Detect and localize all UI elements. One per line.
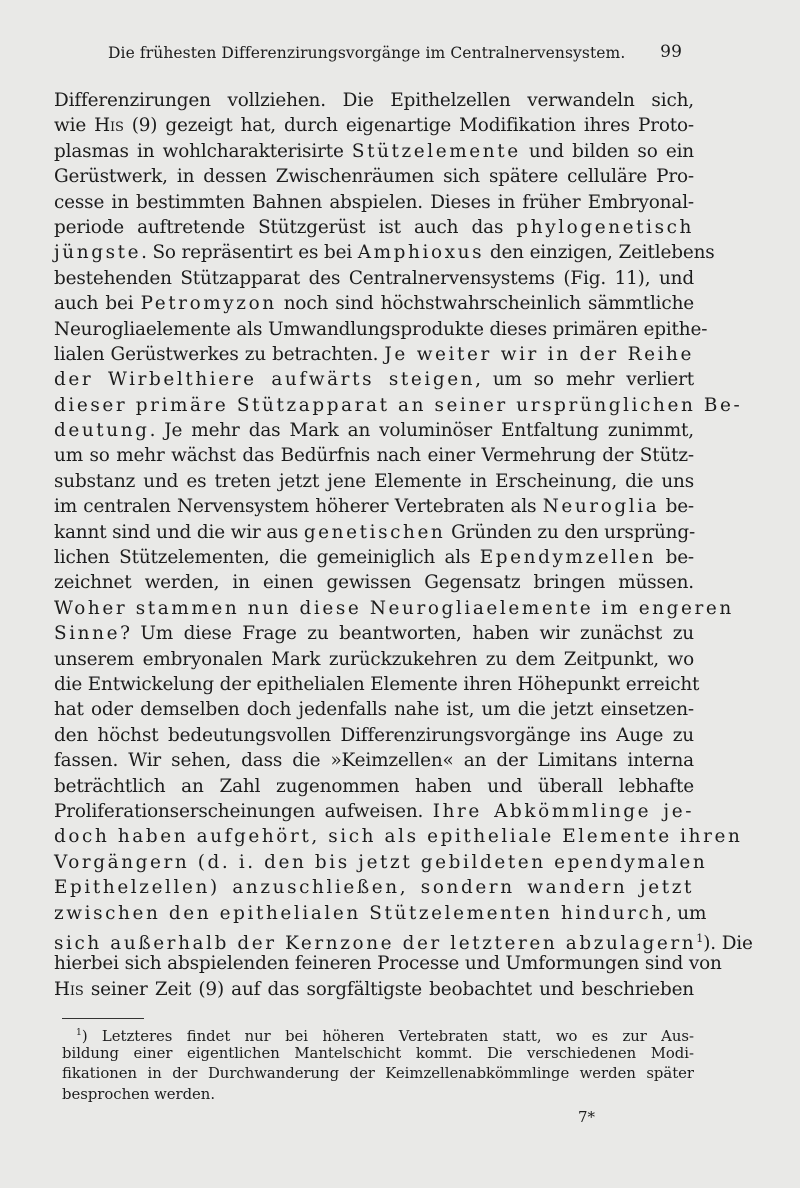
text-line xyxy=(54,799,694,824)
text-segment: hat oder demselben doch jedenfalls nahe ist, um die jetzt einsetzen- xyxy=(54,699,694,721)
text-line xyxy=(54,342,694,367)
text-segment: auch bei xyxy=(54,293,141,315)
text-line xyxy=(54,926,753,955)
text-segment: seiner Zeit (9) auf das sorgfältigste beobachtet und beschrieben xyxy=(83,978,694,1000)
text-segment: Epithelzellen) anzuschließen, sondern wandern jetzt xyxy=(54,877,694,899)
text-segment: und bilden so ein xyxy=(520,140,694,162)
text-segment: plasmas in wohlcharakterisirte xyxy=(54,140,352,162)
text-segment: Ependymzellen xyxy=(479,547,657,569)
text-line xyxy=(54,291,694,316)
text-segment: His xyxy=(94,115,124,137)
text-line xyxy=(54,469,694,494)
text-line xyxy=(54,494,694,519)
text-line xyxy=(54,113,694,138)
text-line xyxy=(54,723,694,748)
text-line xyxy=(54,88,694,113)
text-line xyxy=(54,367,694,392)
text-segment: 1 xyxy=(696,930,704,945)
text-segment: Sinne xyxy=(54,623,121,645)
text-segment: . Je mehr das Mark an voluminöser Entfaltung zunimmt, xyxy=(149,420,694,442)
footnote-line xyxy=(62,1044,694,1065)
text-segment: (9) gezeigt hat, durch eigenartige Modifikation ihres Proto- xyxy=(123,115,694,137)
text-segment: um so mehr wächst das Bedürfnis nach einer Vermehrung der Stütz- xyxy=(54,445,694,467)
text-segment: substanz und es treten jetzt jene Elemente in Erscheinung, die uns xyxy=(54,470,694,492)
text-segment: 1 xyxy=(76,1027,82,1038)
text-segment: ? Um diese Frage zu beantworten, haben wir zunächst zu xyxy=(120,623,694,645)
text-segment: beträchtlich an Zahl zugenommen haben und überall lebhafte xyxy=(54,775,694,797)
text-line xyxy=(54,901,707,926)
text-segment: Petromyzon xyxy=(140,293,277,315)
text-segment: Je weiter wir in der Reihe xyxy=(384,343,694,365)
text-line xyxy=(54,951,722,976)
text-segment: be- xyxy=(656,547,694,569)
text-segment: zwischen den epithelialen Stützelementen hindurch xyxy=(54,902,666,924)
text-segment: doch haben aufgehört, sich als epitheliale Elemente ihren xyxy=(54,826,743,848)
text-line xyxy=(54,443,694,468)
text-line xyxy=(54,977,694,1002)
text-line xyxy=(54,850,708,875)
text-segment: Proliferationserscheinungen aufweisen. xyxy=(54,800,433,822)
text-segment: noch sind höchstwahrscheinlich sämmtliche xyxy=(276,293,694,315)
body-text xyxy=(54,88,753,1002)
footnote-line xyxy=(62,1023,694,1044)
text-line xyxy=(54,139,694,164)
text-line xyxy=(54,697,694,722)
text-segment: hierbei sich abspielenden feineren Processe und Umformungen sind von xyxy=(54,953,722,975)
text-line xyxy=(54,596,734,621)
text-segment: cesse in bestimmten Bahnen abspielen. Dieses in früher Embryonal- xyxy=(54,191,694,213)
text-line xyxy=(54,545,694,570)
text-segment: sich außerhalb der Kernzone der letzteren abzulagern xyxy=(54,933,697,955)
text-segment: Gerüstwerk, in dessen Zwischenräumen sich spätere celluläre Pro- xyxy=(54,166,694,188)
text-segment: jüngste xyxy=(54,242,142,264)
text-line xyxy=(54,266,694,291)
text-line xyxy=(54,570,694,595)
text-segment: besprochen werden. xyxy=(62,1085,216,1103)
footnote xyxy=(62,1023,694,1105)
text-segment: den höchst bedeutungsvollen Differenzirungsvorgänge ins Auge zu xyxy=(54,724,694,746)
text-line xyxy=(54,190,694,215)
page-number: 99 xyxy=(660,42,682,62)
text-segment: die Entwickelung der epithelialen Elemente ihren Höhepunkt erreicht xyxy=(54,673,700,695)
text-segment: Vorgängern (d. i. den bis jetzt gebildeten ependymalen xyxy=(54,851,708,873)
text-line xyxy=(54,774,694,799)
text-segment: Neurogliaelemente als Umwandlungsprodukte dieses primären epithe- xyxy=(54,318,708,340)
text-line xyxy=(54,418,694,443)
text-segment: lialen Gerüstwerkes zu betrachten. xyxy=(54,343,385,365)
text-segment: His xyxy=(54,978,84,1000)
text-segment: der Wirbelthiere aufwärts steigen xyxy=(54,369,476,391)
text-segment: Gründen zu den ursprüng- xyxy=(445,521,696,543)
text-segment: ) Letzteres findet nur bei höheren Vertebraten statt, wo es zur Aus- xyxy=(81,1027,694,1045)
footnote-rule xyxy=(62,1018,144,1019)
text-segment: wie xyxy=(54,115,95,137)
running-title: Die frühesten Differenzirungsvorgänge im Centralnervensystem. xyxy=(108,44,626,62)
text-segment: fikationen in der Durchwanderung der Keimzellenabkömmlinge werden später xyxy=(62,1065,694,1082)
text-segment: bildung einer eigentlichen Mantelschicht kommt. Die verschiedenen Modi- xyxy=(62,1044,694,1062)
text-segment: bestehenden Stützapparat des Centralnervensystems (Fig. 11), und xyxy=(54,267,694,289)
text-segment: lichen Stützelementen, die gemeiniglich als xyxy=(54,547,480,569)
text-segment: , um xyxy=(665,902,707,924)
text-segment: periode auftretende Stützgerüst ist auch das xyxy=(54,216,517,238)
text-segment: Woher stammen nun diese Neurogliaelemente im engeren xyxy=(54,597,734,619)
text-segment: kannt sind und die wir aus xyxy=(54,521,304,543)
text-line xyxy=(54,520,694,545)
text-segment: , um so mehr verliert xyxy=(475,369,694,391)
text-segment: deutung xyxy=(54,420,150,442)
text-line xyxy=(54,621,694,646)
text-line xyxy=(54,317,708,342)
text-segment: unserem embryonalen Mark zurückzukehren zu dem Zeitpunkt, wo xyxy=(54,648,694,670)
text-line xyxy=(54,164,694,189)
text-segment: den einzigen, Zeitlebens xyxy=(484,242,715,264)
text-line xyxy=(54,672,700,697)
text-line xyxy=(54,240,715,265)
footnote-line xyxy=(62,1064,694,1085)
text-segment: Ihre Abkömmlinge je- xyxy=(432,800,695,822)
footnote-line xyxy=(62,1085,694,1106)
text-segment: fassen. Wir sehen, dass die »Keimzellen« an der Limitans interna xyxy=(54,750,694,772)
text-line xyxy=(54,647,694,672)
text-line xyxy=(54,393,743,418)
text-line xyxy=(54,215,694,240)
text-segment: Amphioxus xyxy=(357,242,485,264)
text-segment: im centralen Nervensystem höherer Vertebraten als xyxy=(54,496,543,518)
signature-mark: 7* xyxy=(578,1108,596,1126)
text-line xyxy=(54,824,743,849)
text-line xyxy=(54,748,694,773)
text-segment: be- xyxy=(659,496,694,518)
text-segment: ). Die xyxy=(703,933,753,955)
text-segment: dieser primäre Stützapparat an seiner ursprünglichen Be- xyxy=(54,394,743,416)
text-segment: zeichnet werden, in einen gewissen Gegensatz bringen müssen. xyxy=(54,572,694,594)
text-segment: Stützelemente xyxy=(351,140,521,162)
text-segment: phylogenetisch xyxy=(516,216,694,238)
text-segment: . So repräsentirt es bei xyxy=(141,242,358,264)
running-header xyxy=(108,44,682,62)
text-segment: Neuroglia xyxy=(542,496,660,518)
text-line xyxy=(54,875,694,900)
text-segment: genetischen xyxy=(303,521,446,543)
text-segment: Differenzirungen vollziehen. Die Epithelzellen verwandeln sich, xyxy=(54,90,694,111)
